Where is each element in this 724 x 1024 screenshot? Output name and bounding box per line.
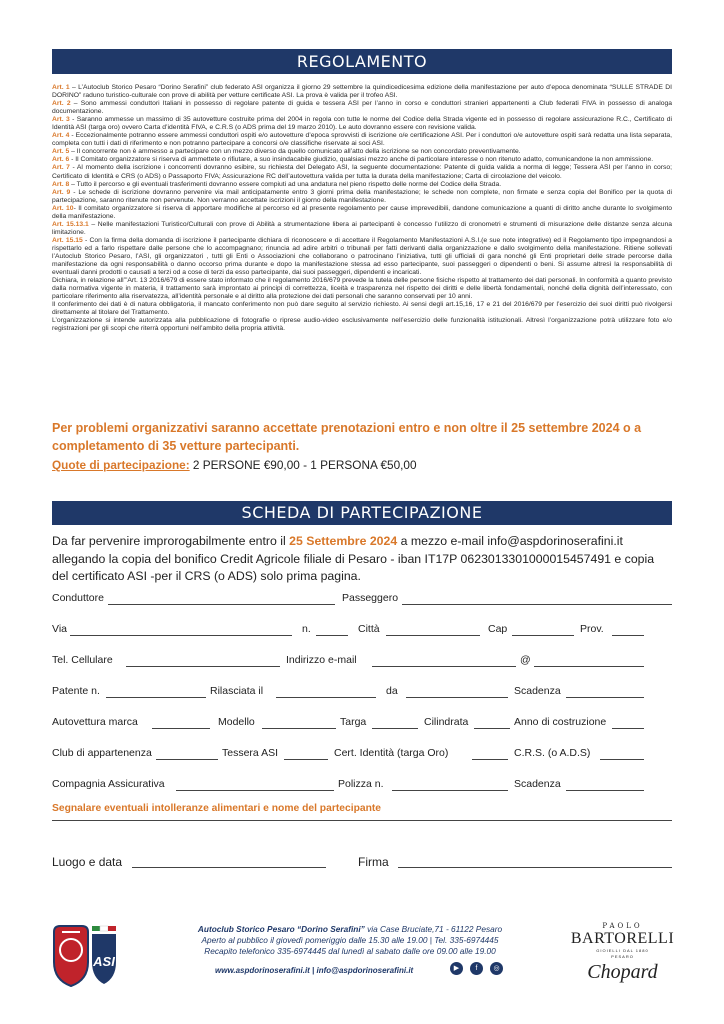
via-field[interactable] xyxy=(70,635,292,636)
label-scadenza-polizza: Scadenza xyxy=(514,778,561,790)
cellulare-field[interactable] xyxy=(126,666,280,667)
firma-label: Firma xyxy=(358,855,389,869)
logo-asi-text: ASI xyxy=(93,954,115,969)
label-prov: Prov. xyxy=(580,623,604,635)
email-user-field[interactable] xyxy=(372,666,516,667)
article: Art. 3 - Saranno ammesse un massimo di 35 autovetture costruite prima del 2004 in regola con tutte le norme del Codice della Strada vigente ed in possesso di regolare assicurazione R.C., Certificato di Identità ASI (targa oro) ovvero Carta d’identità FIVA, e C.R.S (o ADS prima del 19 marzo 2010). Le auto dovranno essere con revisione valida. xyxy=(52,116,672,132)
footer-contact xyxy=(170,924,530,957)
modello-field[interactable] xyxy=(262,728,336,729)
article-label: Art. 15.13.1 xyxy=(52,220,89,228)
form-row-patente xyxy=(52,685,672,699)
conduttore-field[interactable] xyxy=(108,604,335,605)
form-row-conduttore xyxy=(52,592,672,606)
club-address: via Case Bruciate,71 - 61122 Pesaro xyxy=(364,924,503,934)
label-da: da xyxy=(386,685,398,697)
label-anno: Anno di costruzione xyxy=(514,716,607,728)
privacy-paragraph: L’organizzazione si intende autorizzata alla pubblicazione di fotografie o riprese audio-video esclusivamente nell’esercizio delle funzionalità istituzionali. Altresì l’organizzazione potrà utilizzare foto e/o registrazioni per gli scopi che riterrà opportuni nell’ambito della propria attività. xyxy=(52,317,672,333)
citta-field[interactable] xyxy=(386,635,480,636)
article: Art. 5 – Il concorrente non è ammesso a partecipare con un mezzo diverso da quello comunicato all’atto della iscrizione se non concordato preventivamente. xyxy=(52,148,521,156)
article: Art. 15.15 - Con la firma della domanda di iscrizione il partecipante dichiara di riconoscere e di accettare il Regolamento Manifestazioni A.S.I.(e sue note integrative) ed il Regolamento tipo impegnandosi a rispettarlo ed a farlo rispettare dalle persone che lo accompagnano; rinuncia ad adire arbitri o tribunali per fatti derivanti dalla organizzazione e dallo svolgimento della manifestazione. Ritiene sollevati l’Autoclub Storico Pesaro, l’ASI, gli organizzatori , tutti gli Enti o Associazioni che collaborano o patrocinano l’iniziativa, tutti gli ufficiali di gara nonché gli Enti proprietari delle strade percorse dalla manifestazione da ogni responsabilità o danno occorso prima durante e dopo la manifestazione stessa ad esso partecipante, suoi passeggeri o dipendenti o beni. Si assume altresì la responsabilità di eventuali danni prodotti o causati a terzi od a cose di terzi da esso partecipante, dai suoi passeggeri, dipendenti e incaricati. xyxy=(52,236,672,277)
article: Art. 4 - Eccezionalmente potranno essere ammessi conduttori ospiti e/o autovetture d’epoca sprovvisti di iscrizione o/e certificazione ASI. Per i conduttori o/e autovetture ospiti sarà redatta una lista separata, completa con tutti i dati di riferimento e non potranno partecipare a concorsi o/e classifiche riservate ai soci ASI. xyxy=(52,132,672,148)
article: Art. 8 – Tutto il percorso e gli eventuali trasferimenti dovranno essere compiuti ad una andatura nel pieno rispetto delle norme del Codice della Strada. xyxy=(52,180,502,188)
firma-field[interactable] xyxy=(398,867,672,868)
label-rilasciata: Rilasciata il xyxy=(210,685,264,697)
targa-field[interactable] xyxy=(372,728,418,729)
numero-field[interactable] xyxy=(316,635,348,636)
sponsor-name: BARTORELLI xyxy=(570,930,675,947)
sponsor-logo xyxy=(565,922,680,984)
label-cert-identita: Cert. Identità (targa Oro) xyxy=(334,747,449,759)
at-sign: @ xyxy=(520,654,531,666)
label-cellulare: Tel. Cellulare xyxy=(52,654,113,666)
label-compagnia: Compagnia Assicurativa xyxy=(52,778,165,790)
privacy-paragraph: Il conferimento dei dati è di natura obbligatoria, il mancato conferimento non può dare seguito al servizio richiesto. Ai sensi degli art.15,16, 17 e 21 del 2016/679 per l’esercizio dei suoi diritti può rivolgersi direttamente al titolare del Trattamento. xyxy=(52,301,672,317)
label-conduttore: Conduttore xyxy=(52,592,104,604)
form-row-indirizzo xyxy=(52,623,672,637)
deadline-date: 25 Settembre 2024 xyxy=(289,534,398,548)
sponsor-city: PESARO xyxy=(611,954,634,959)
label-scadenza: Scadenza xyxy=(514,685,561,697)
fees-label: Quote di partecipazione: xyxy=(52,458,190,472)
instagram-icon[interactable]: ◎ xyxy=(490,962,503,975)
form-row-assicurazione xyxy=(52,778,672,792)
article: Art. 2 – Sono ammessi conduttori Italiani in possesso di regolare patente di guida e tessera ASI per l’anno in corso e conduttori stranieri appartenenti a Club federati FIVA in possesso di analoga documentazione. xyxy=(52,100,672,116)
label-email: Indirizzo e-mail xyxy=(286,654,357,666)
label-cilindrata: Cilindrata xyxy=(424,716,469,728)
article: Art. 9 - Le schede di iscrizione dovranno pervenire via mail anticipatamente entro 3 giorni prima della manifestazione; le schede non complete, non firmate e senza copia del Bonifico per la quota di partecipazione, saranno ritenute non pervenute. Non verranno accettate iscrizioni il giorno della manifestazione. xyxy=(52,188,672,204)
article-label: Art. 10 xyxy=(52,204,74,212)
email-domain-field[interactable] xyxy=(534,666,644,667)
facebook-icon[interactable]: f xyxy=(470,962,483,975)
club-logo xyxy=(48,920,128,990)
rules-text xyxy=(52,84,672,333)
polizza-field[interactable] xyxy=(392,790,508,791)
luogo-data-label: Luogo e data xyxy=(52,855,123,869)
label-via: Via xyxy=(52,623,67,635)
opening-hours: Aperto al pubblico il giovedì pomeriggio dalle 15.30 alle 19.00 | Tel. 335-6974445 xyxy=(201,935,499,945)
marca-field[interactable] xyxy=(152,728,210,729)
crs-field[interactable] xyxy=(600,759,644,760)
youtube-icon[interactable]: ▶ xyxy=(450,962,463,975)
article-label: Art. 15.15 xyxy=(52,236,83,244)
rilasciata-field[interactable] xyxy=(276,697,376,698)
fees-value: 2 PERSONE €90,00 - 1 PERSONA €50,00 xyxy=(189,458,417,472)
privacy-paragraph: Dichiara, in relazione all’”Art. 13 2016/679 di essere stato informato che il regolamento 2016/679 prevede la tutela delle persone fisiche rispetto al trattamento dei dati personali. In conformità a quanto previsto dalla normativa vigente in materia, il trattamento sarà improntato ai principi di correttezza, liceità e trasparenza nel rispetto dei diritti e delle libertà fondamentali, nonché della dignità dell’interessato, con particolare riferimento alla riservatezza, all’identità personale e al diritto alla protezione dei dati personali che saranno conservati per 10 anni. xyxy=(52,277,672,301)
footer-links[interactable]: www.aspdorinoserafini.it | info@aspdorinoserafini.it xyxy=(215,966,414,975)
article: Art. 6 - Il Comitato organizzatore si riserva di ammettete o rifiutare, a suo insindacabile giudizio, qualsiasi mezzo anche di particolare interesse o non ritenuto adatto, comunicandone la non ammissione. xyxy=(52,156,654,164)
form-row-vettura xyxy=(52,716,672,730)
scadenza-polizza-field[interactable] xyxy=(566,790,644,791)
cap-field[interactable] xyxy=(512,635,574,636)
article: Art. 10- Il comitato organizzatore si riserva di apportare modifiche al percorso ed al presente regolamento per cause imprevedibili, dandone comunicazione a quanti di diritto anche durante lo svolgimento della manifestazione. xyxy=(52,204,672,220)
deadline-notice: Per problemi organizzativi saranno accettate prenotazioni entro e non oltre il 25 settembre 2024 o a completamento di 35 vetture partecipanti. xyxy=(52,421,642,453)
form-row-contatti xyxy=(52,654,672,668)
passeggero-field[interactable] xyxy=(402,604,672,605)
article-label: Art. 1 xyxy=(52,84,70,91)
label-targa: Targa xyxy=(340,716,367,728)
article-label: Art. 4 xyxy=(52,132,70,140)
cilindrata-field[interactable] xyxy=(474,728,510,729)
phone-hours: Recapito telefonico 335-6974445 dal lunedì al sabato dalle ore 09.00 alle 19.00 xyxy=(204,946,496,956)
scheda-intro: Da far pervenire improrogabilmente entro il 25 Settembre 2024 a mezzo e-mail info@aspdorinoserafini.it allegando la copia del bonifico Credit Agricole filiale di Pesaro - iban IT17P 0623013301000015457491 e copia del certificato ASI -per il CRS (o ADS) solo prima pagina. xyxy=(52,534,655,583)
label-patente: Patente n. xyxy=(52,685,100,697)
regolamento-title: REGOLAMENTO xyxy=(52,49,672,74)
tessera-field[interactable] xyxy=(284,759,328,760)
intolleranze-label: Segnalare eventuali intolleranze alimentari e nome del partecipante xyxy=(52,803,382,814)
fees xyxy=(52,458,417,472)
da-field[interactable] xyxy=(406,697,508,698)
sponsor-sub: GIOIELLI DAL 1880 xyxy=(596,948,649,953)
scadenza-field[interactable] xyxy=(566,697,644,698)
club-name: Autoclub Storico Pesaro “Dorino Serafini” xyxy=(197,924,365,934)
compagnia-field[interactable] xyxy=(176,790,334,791)
article-label: Art. 8 xyxy=(52,180,70,188)
anno-field[interactable] xyxy=(612,728,644,729)
label-passeggero: Passeggero xyxy=(342,592,399,604)
label-cap: Cap xyxy=(488,623,508,635)
article-label: Art. 6 xyxy=(52,156,70,164)
label-tessera: Tessera ASI xyxy=(222,747,279,759)
club-field[interactable] xyxy=(156,759,218,760)
article-label: Art. 9 xyxy=(52,188,71,196)
patente-field[interactable] xyxy=(106,697,206,698)
form-row-club xyxy=(52,747,672,761)
article-label: Art. 5 xyxy=(52,148,70,156)
sponsor-first-name: PAOLO xyxy=(602,922,643,930)
scheda-title: SCHEDA DI PARTECIPAZIONE xyxy=(52,501,672,525)
intolleranze-field[interactable] xyxy=(52,820,672,821)
label-marca: Autovettura marca xyxy=(52,716,138,728)
article-label: Art. 3 xyxy=(52,116,70,124)
label-polizza: Polizza n. xyxy=(338,778,384,790)
article: Art. 15.13.1 – Nelle manifestazioni Turistico/Culturali con prove di Abilità a strumentazione libera ai partecipanti è concesso l’utilizzo di cronometri e strumenti di misurazione delle distanze senza alcuna limitazione. xyxy=(52,220,672,236)
luogo-data-field[interactable] xyxy=(132,867,326,868)
label-citta: Città xyxy=(358,623,380,635)
label-modello: Modello xyxy=(218,716,255,728)
article: Art. 1 – L’Autoclub Storico Pesaro “Dorino Serafini” club federato ASI organizza il giorno 29 settembre la quindicedicesima edizione della manifestazione per auto d’epoca denominata “SULLE STRADE DI DORINO” raduno turistico-culturale con prove di abilità per vetture certificate ASI. La prova è valida per il trofeo ASI. xyxy=(52,84,672,100)
label-crs: C.R.S. (o A.D.S) xyxy=(514,747,591,759)
article: Art. 7 - Al momento della iscrizione i concorrenti dovranno esibire, su richiesta del Delegato ASI, la seguente documentazione: Patente di guida valida a norma di legge; Tessera ASI per l’anno in corso; Certificato di Identità e CRS (o ADS) o Passaporto FIVA; Assicurazione RC dell’autovettura valida per tutta la durata della manifestazione; Carta di circolazione del veicolo. xyxy=(52,164,672,180)
sponsor-brand: Chopard xyxy=(587,961,658,983)
cert-identita-field[interactable] xyxy=(472,759,508,760)
prov-field[interactable] xyxy=(612,635,644,636)
article-label: Art. 7 xyxy=(52,164,70,172)
article-label: Art. 2 xyxy=(52,100,71,108)
label-club: Club di appartenenza xyxy=(52,747,152,759)
label-numero: n. xyxy=(302,623,311,635)
